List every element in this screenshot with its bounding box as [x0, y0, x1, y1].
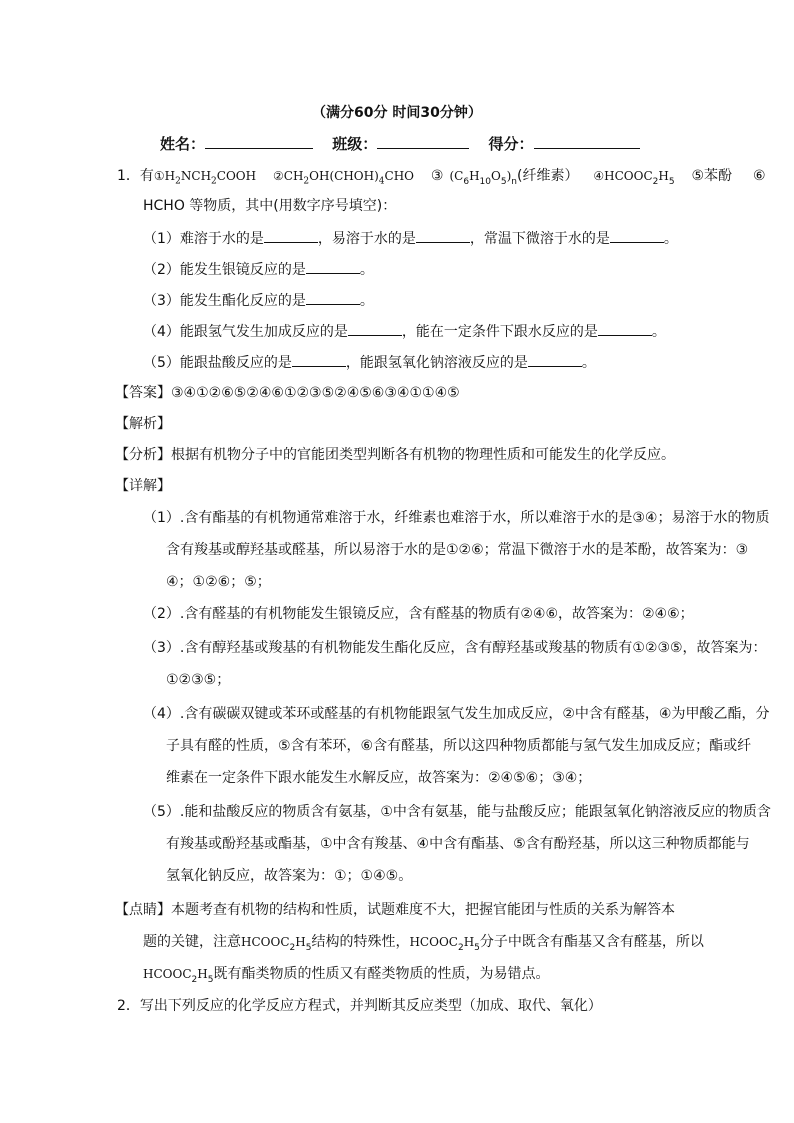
detail-5b: 有羧基或酚羟基或酯基，①中含有羧基、④中含有酯基、⑤含有酚羟基，所以这三种物质都能与: [166, 836, 750, 852]
compound-2: $②CH_2OH(CHOH)_4CHO$: [273, 169, 414, 187]
blank-1-1[interactable]: [264, 228, 318, 243]
detail-2: （2）.含有醛基的有机物能发生银镜反应，含有醛基的物质有②④⑥，故答案为：②④⑥；: [143, 606, 694, 622]
blank-3-1[interactable]: [306, 290, 360, 305]
detail-5c: 氢氧化钠反应，故答案为：①；①④⑤。: [166, 868, 413, 884]
compound-6: ⑥: [752, 168, 766, 184]
name-label: 姓名：: [160, 135, 206, 153]
blank-1-3[interactable]: [610, 228, 664, 243]
q2-line: 2．写出下列反应的化学反应方程式，并判断其反应类型（加成、取代、氧化）: [117, 998, 602, 1014]
blank-4-1[interactable]: [348, 321, 402, 336]
blank-4-2[interactable]: [598, 321, 652, 336]
detail-3a: （3）.含有醇羟基或羧基的有机物能发生酯化反应，含有醇羟基或羧基的物质有①②③⑤，故答案为：: [143, 640, 767, 656]
q1-number: 1．有: [117, 168, 154, 184]
detail-4c: 维素在一定条件下跟水能发生水解反应，故答案为：②④⑤⑥；③④；: [166, 770, 592, 786]
answer-line: 【答案】③④①②⑥⑤②④⑥①②③⑤②④⑤⑥③④①①④⑤: [115, 385, 460, 401]
dianjing-3: $HCOOC_2H_5$既有酯类物质的性质又有醛类物质的性质，为易错点。: [143, 966, 550, 985]
class-blank[interactable]: [377, 134, 469, 149]
exam-title: （满分60分 时间30分钟）: [312, 105, 482, 121]
q1-sub3: （3）能发生酯化反应的是 。: [143, 290, 374, 311]
blank-1-2[interactable]: [416, 228, 470, 243]
q1-sub5: （5）能跟盐酸反应的是 ，能跟氢氧化钠溶液反应的是 。: [143, 352, 596, 373]
q1-sub4: （4）能跟氢气发生加成反应的是 ，能在一定条件下跟水反应的是 。: [143, 321, 666, 342]
name-blank[interactable]: [205, 134, 313, 149]
xiangjie-heading: 【详解】: [115, 478, 171, 494]
blank-2-1[interactable]: [306, 259, 360, 274]
q1-sub2: （2）能发生银镜反应的是 。: [143, 259, 374, 280]
q1-sub1: （1）难溶于水的是 ，易溶于水的是 ，常温下微溶于水的是 。: [143, 228, 678, 249]
detail-5a: （5）.能和盐酸反应的物质含有氨基，①中含有氨基，能与盐酸反应；能跟氢氧化钠溶液反应的物质含: [143, 804, 771, 820]
detail-1c: ④；①②⑥；⑤；: [166, 574, 271, 590]
blank-5-1[interactable]: [292, 352, 346, 367]
fenxi-line: 【分析】根据有机物分子中的官能团类型判断各有机物的物理性质和可能发生的化学反应。: [115, 447, 675, 463]
blank-5-2[interactable]: [528, 352, 582, 367]
score-label: 得分：: [488, 135, 534, 153]
jiexi-heading: 【解析】: [115, 416, 171, 432]
class-label: 班级：: [332, 135, 378, 153]
compound-5: ⑤苯酚: [691, 168, 733, 184]
detail-4b: 子具有醛的性质，⑤含有苯环，⑥含有醛基，所以这四种物质都能与氢气发生加成反应；酯或纤: [166, 738, 752, 754]
dianjing-1: 【点睛】本题考查有机物的结构和性质，试题难度不大，把握官能团与性质的关系为解答本: [115, 902, 675, 918]
compound-1: $①H_2NCH_2COOH$: [153, 169, 257, 187]
q1-line1: [117, 166, 766, 192]
score-blank[interactable]: [534, 134, 640, 149]
student-info-line: [160, 134, 640, 154]
compound-3: ③ $(C_6H_{10}O_5)_n$(纤维素）: [430, 168, 579, 187]
q1-line2: HCHO 等物质，其中(用数字序号填空)：: [143, 198, 397, 214]
detail-4a: （4）.含有碳碳双键或苯环或醛基的有机物能跟氢气发生加成反应，②中含有醛基，④为甲酸乙酯，分: [143, 706, 770, 722]
detail-1b: 含有羧基或醇羟基或醛基，所以易溶于水的是①②⑥；常温下微溶于水的是苯酚，故答案为：③: [166, 542, 749, 558]
compound-4: $④HCOOC_2H_5$: [593, 169, 675, 187]
dianjing-2: 题的关键，注意$HCOOC_2H_5$结构的特殊性，$HCOOC_2H_5$分子中既含有酯基又含有醛基，所以: [143, 934, 704, 953]
detail-3b: ①②③⑤；: [166, 672, 231, 688]
detail-1a: （1）.含有酯基的有机物通常难溶于水，纤维素也难溶于水，所以难溶于水的是③④；易溶于水的物质: [143, 510, 770, 526]
